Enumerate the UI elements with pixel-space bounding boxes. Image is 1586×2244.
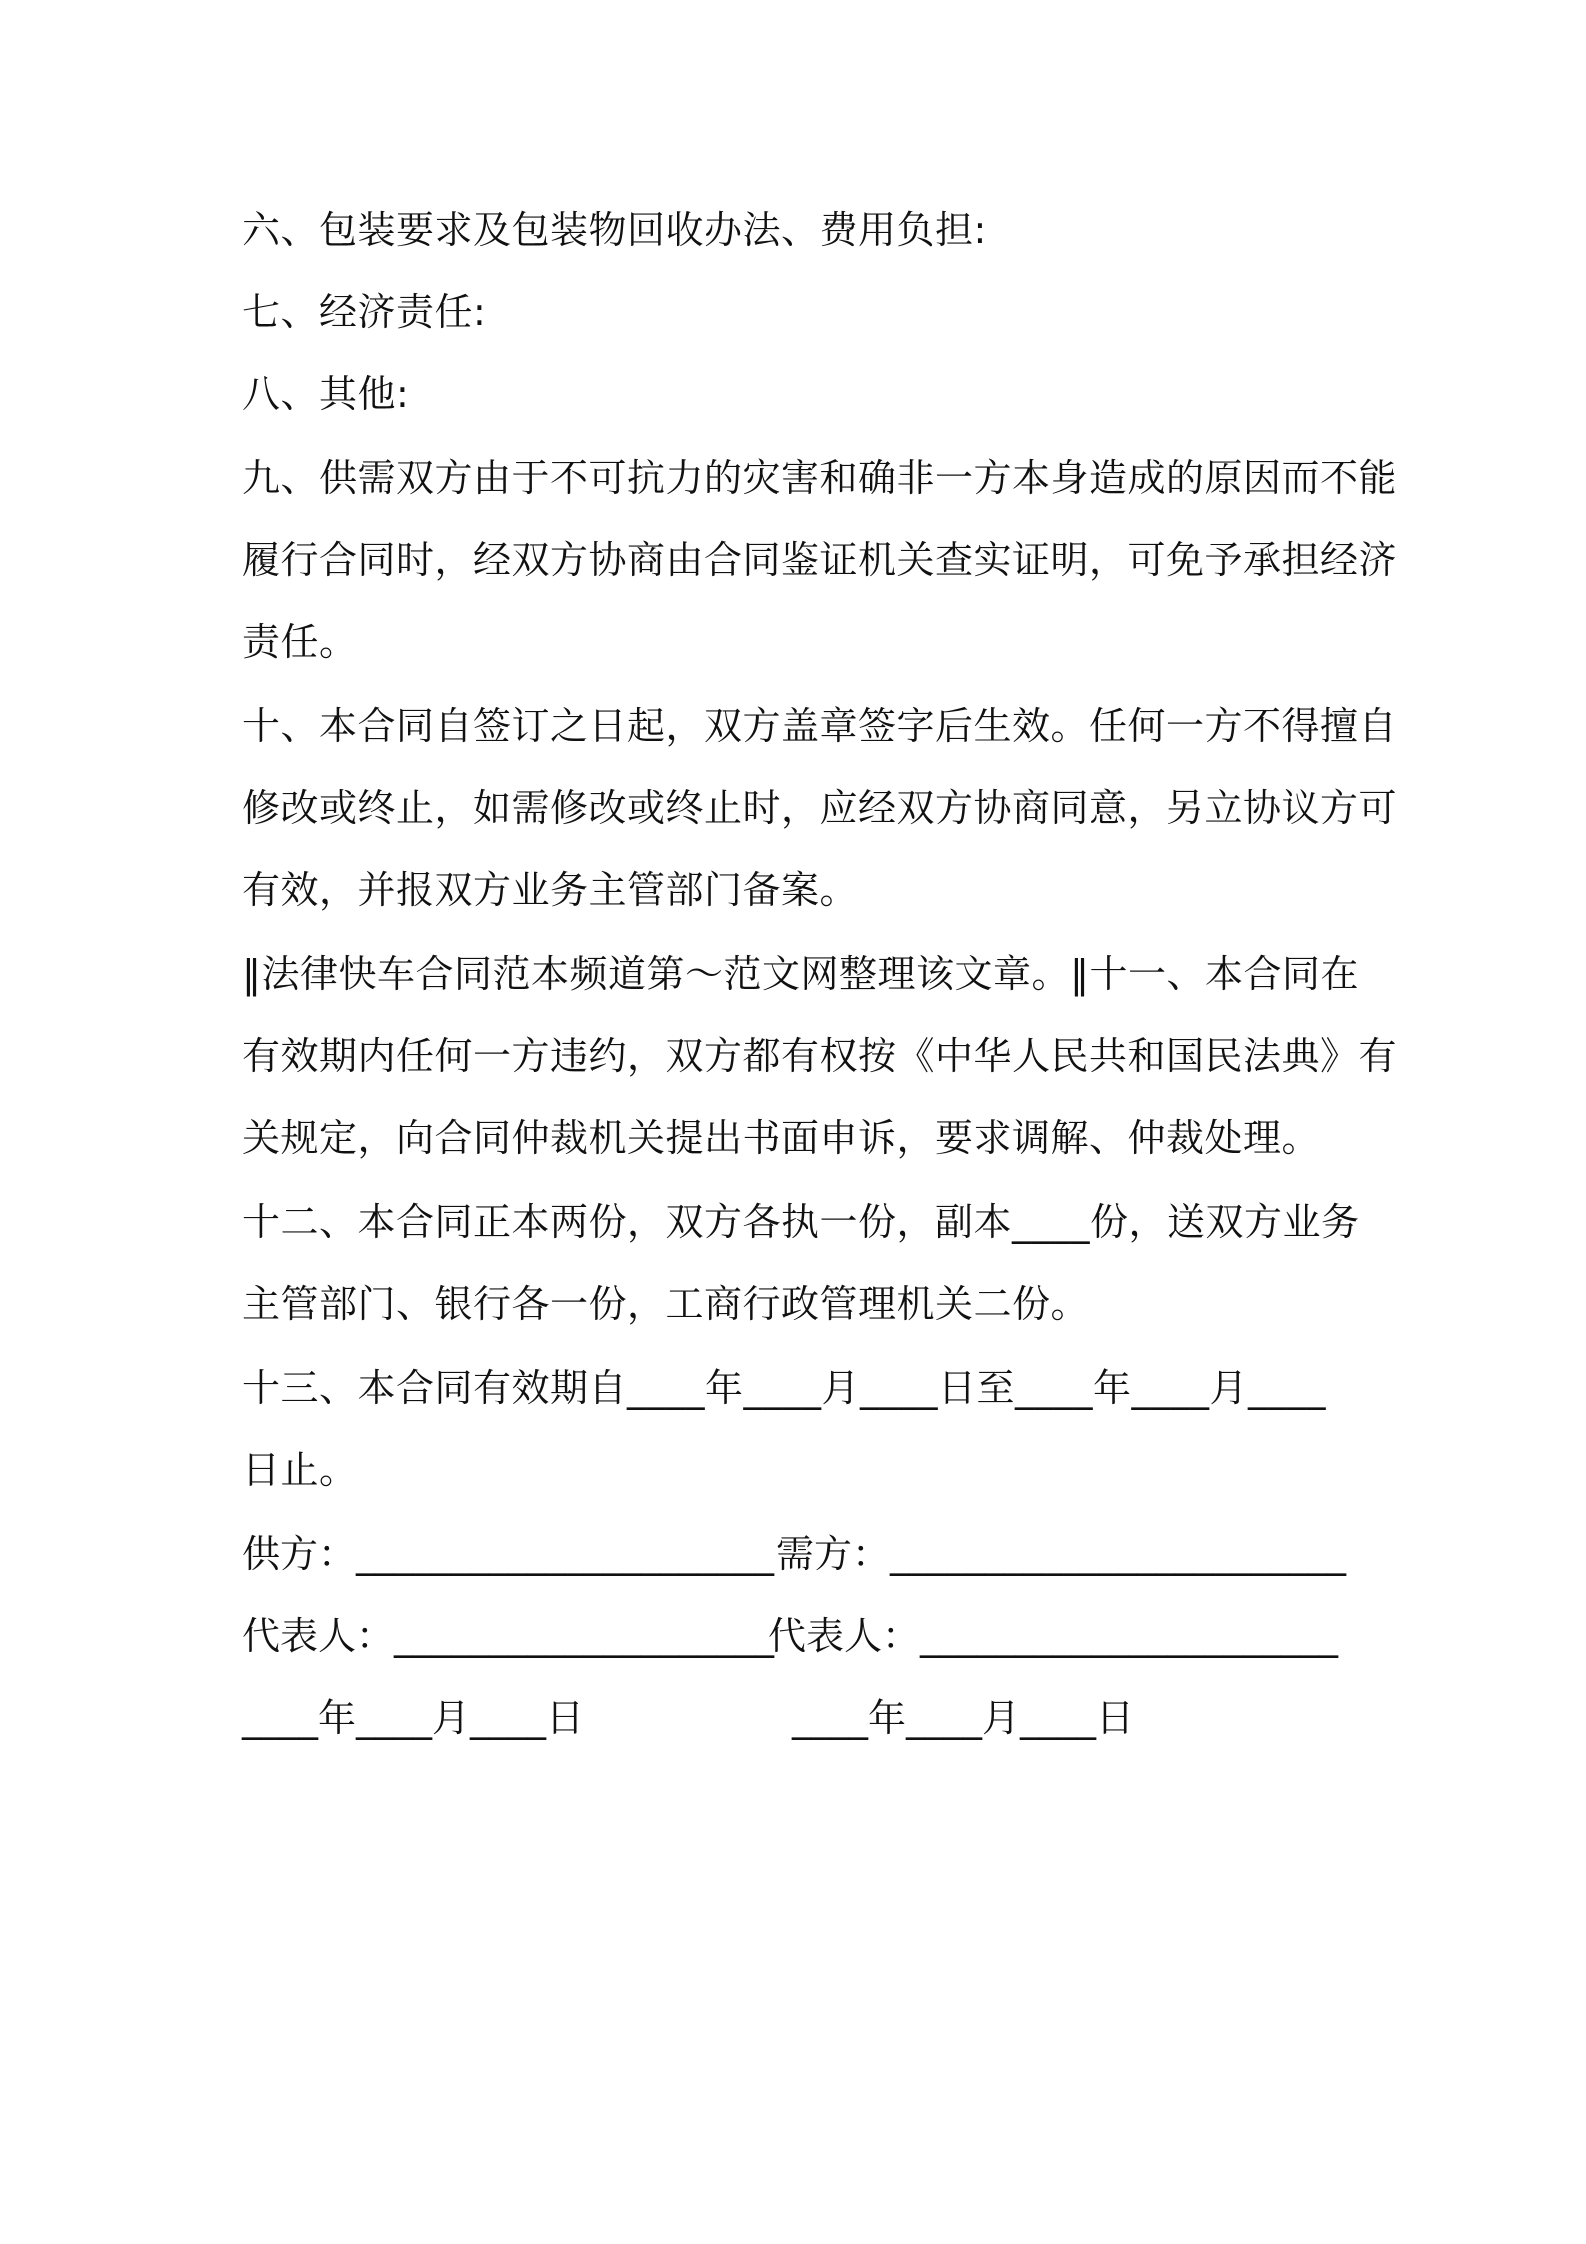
clause-ten-line-1: 十、本合同自签订之日起，双方盖章签字后生效。任何一方不得擅自 xyxy=(242,704,1398,748)
supplier-representative-field: 代表人：____________________ xyxy=(242,1614,775,1658)
buyer-signature-field: 需方：________________________ xyxy=(776,1532,1347,1576)
buyer-date-field: ____年____月____日 xyxy=(792,1696,1135,1740)
clause-eleven-line-2: 有效期内任何一方违约，双方都有权按《中华人民共和国民法典》有 xyxy=(242,1034,1398,1078)
clause-twelve-line-2: 主管部门、银行各一份，工商行政管理机关二份。 xyxy=(242,1282,1090,1326)
clause-six: 六、包装要求及包装物回收办法、费用负担: xyxy=(242,208,987,252)
clause-nine-line-1: 九、供需双方由于不可抗力的灾害和确非一方本身造成的原因而不能 xyxy=(242,456,1398,500)
clause-seven: 七、经济责任: xyxy=(242,290,487,334)
clause-eleven-line-1: ‖法律快车合同范本频道第～范文网整理该文章。‖十一、本合同在 xyxy=(242,952,1360,996)
clause-twelve-line-1: 十二、本合同正本两份，双方各执一份，副本____份，送双方业务 xyxy=(242,1200,1360,1244)
buyer-representative-field: 代表人：______________________ xyxy=(768,1614,1339,1658)
supplier-signature-field: 供方：______________________ xyxy=(242,1532,775,1576)
clause-thirteen-line-2: 日止。 xyxy=(242,1448,358,1492)
clause-thirteen-line-1: 十三、本合同有效期自____年____月____日至____年____月____ xyxy=(242,1366,1327,1410)
supplier-date-field: ____年____月____日 xyxy=(242,1696,585,1740)
clause-nine-line-2: 履行合同时，经双方协商由合同鉴证机关查实证明，可免予承担经济 xyxy=(242,538,1398,582)
clause-ten-line-2: 修改或终止，如需修改或终止时，应经双方协商同意，另立协议方可 xyxy=(242,786,1398,830)
clause-nine-line-3: 责任。 xyxy=(242,620,358,664)
clause-eleven-line-3: 关规定，向合同仲裁机关提出书面申诉，要求调解、仲裁处理。 xyxy=(242,1116,1321,1160)
clause-eight: 八、其他: xyxy=(242,372,410,416)
clause-ten-line-3: 有效，并报双方业务主管部门备案。 xyxy=(242,868,859,912)
